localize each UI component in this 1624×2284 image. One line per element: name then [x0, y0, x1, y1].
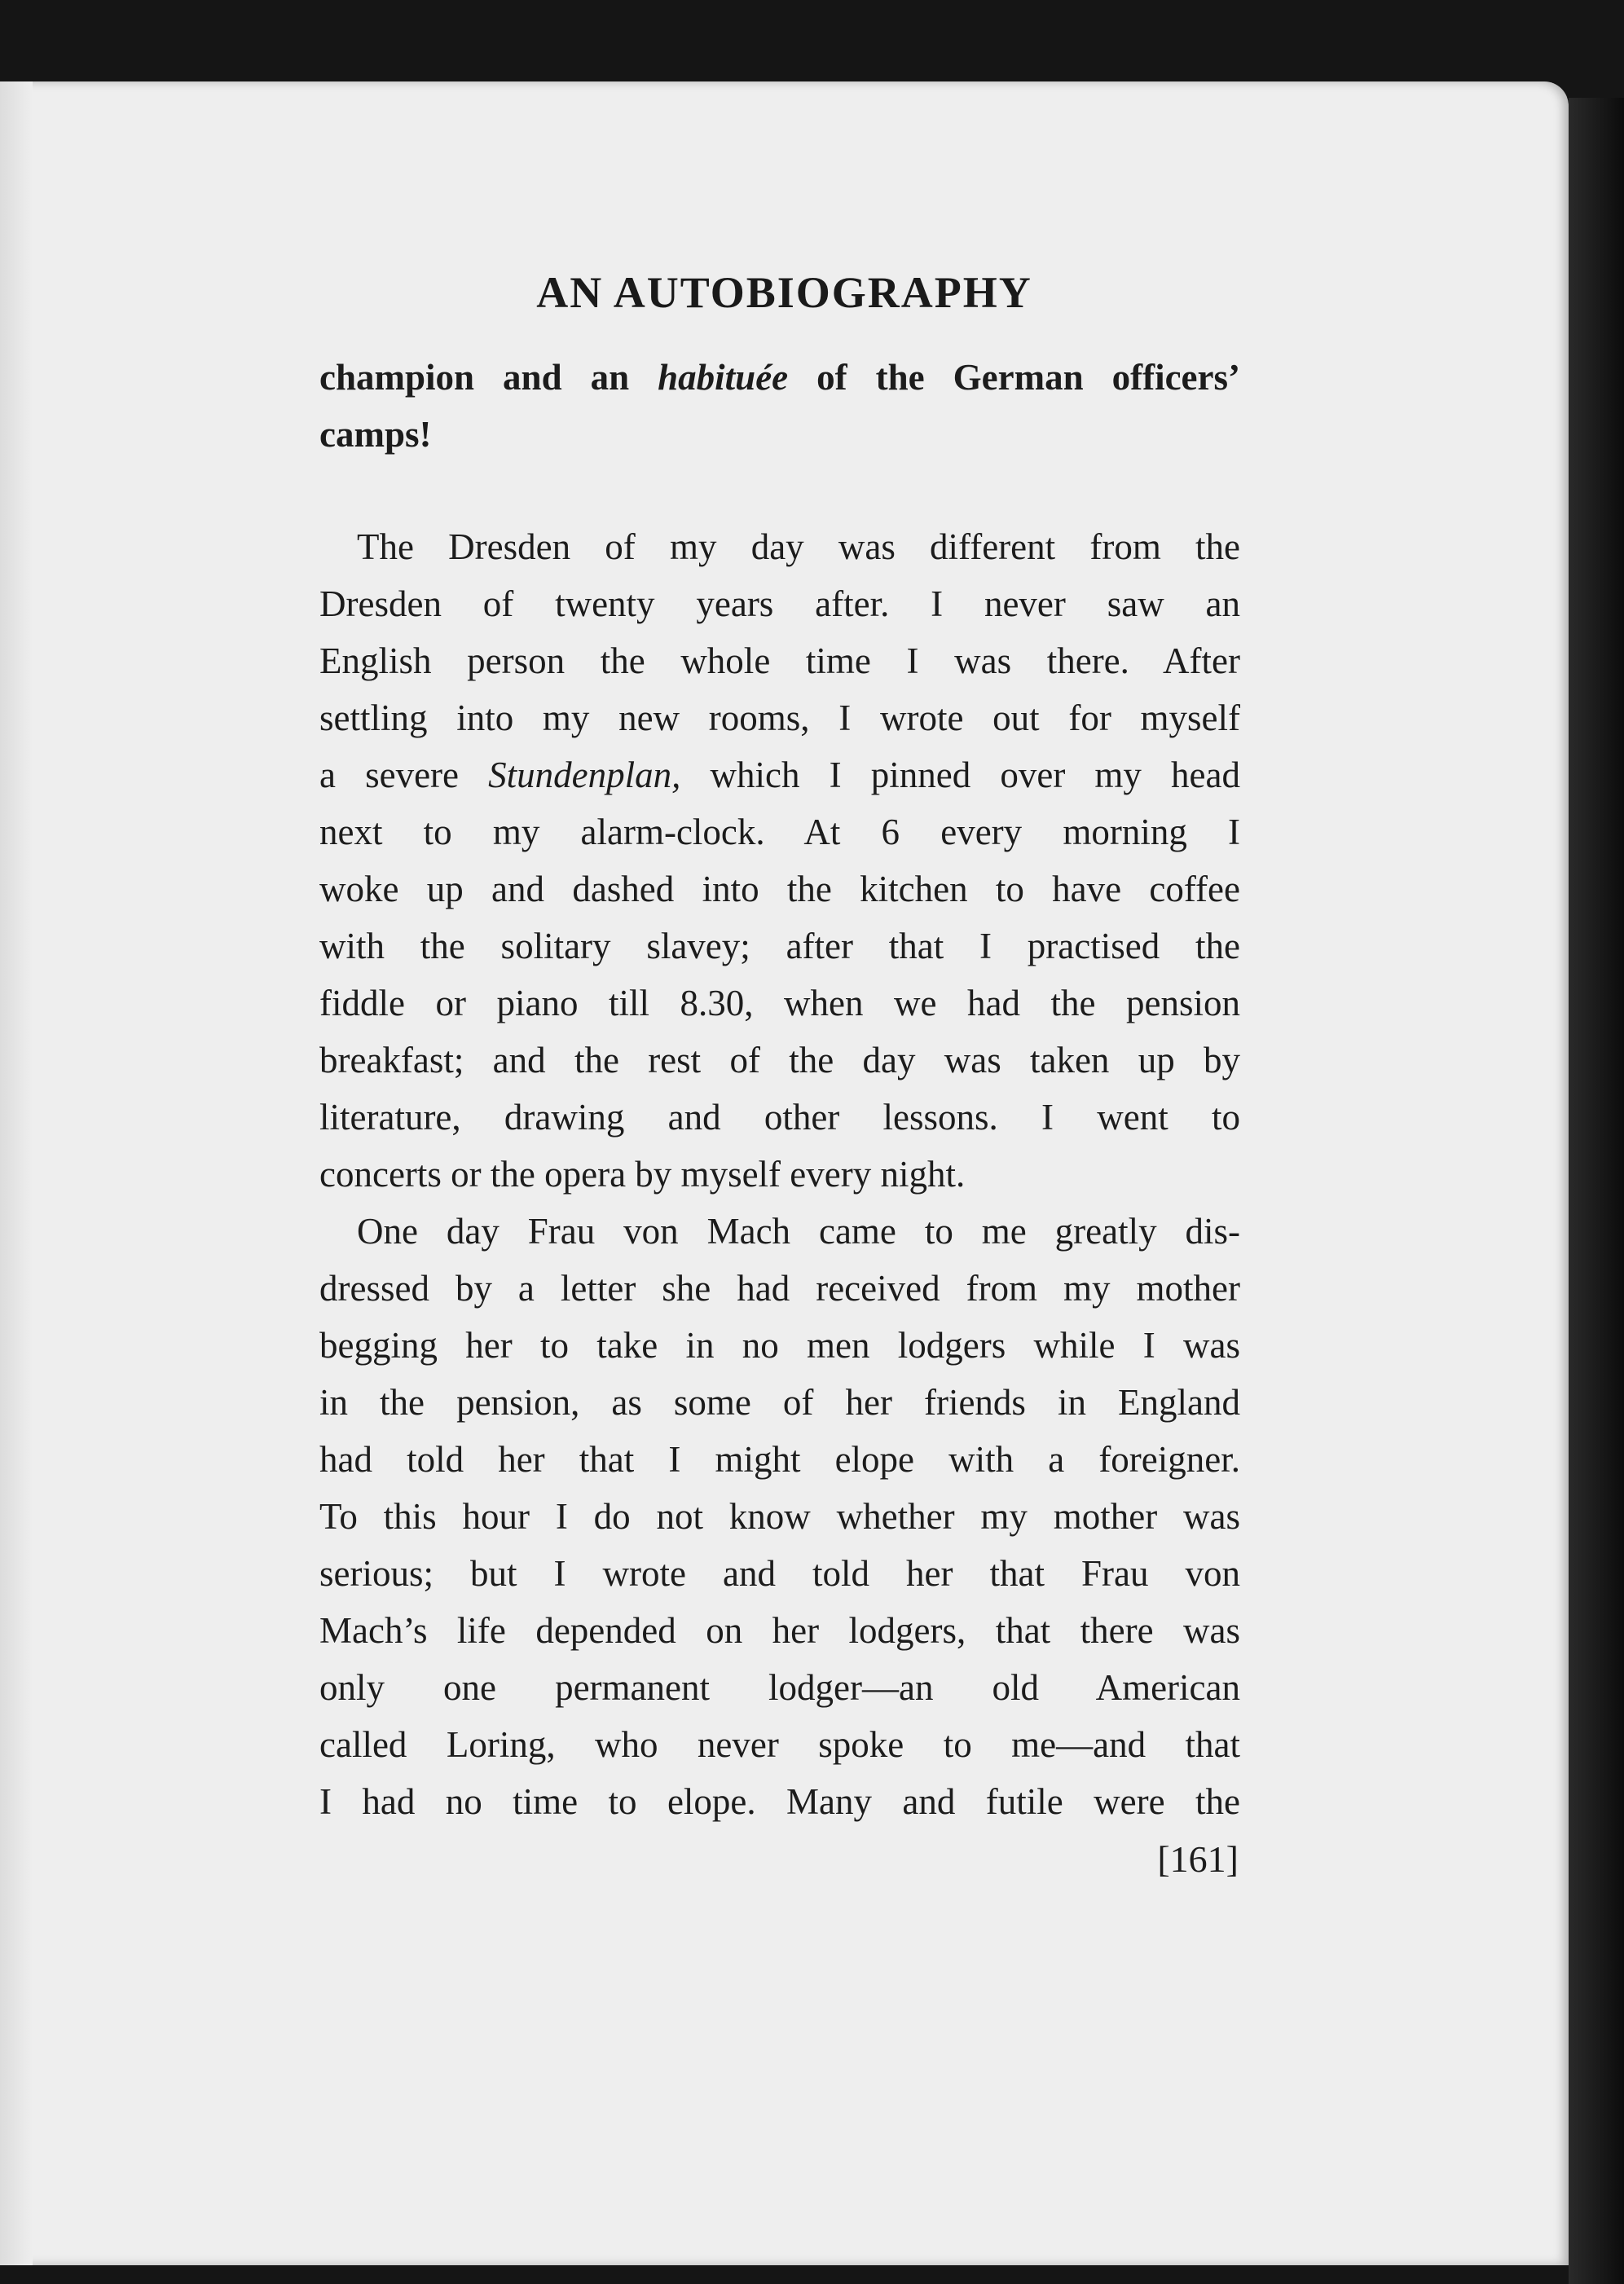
- page-edge: [1569, 98, 1624, 2284]
- page-gutter: [0, 81, 33, 2265]
- text-run: English person the whole time I was there. After: [319, 640, 1240, 681]
- text-run: champion and an: [319, 357, 658, 398]
- text-line: [319, 1264, 1240, 1313]
- text-run: I had no time to elope. Many and futile were the: [319, 1781, 1240, 1822]
- text-line: [319, 1036, 1240, 1085]
- text-run: habituée: [658, 357, 789, 398]
- text-line: [319, 808, 1240, 856]
- text-run: called Loring, who never spoke to me—and that: [319, 1724, 1240, 1765]
- text-run: begging her to take in no men lodgers while I was: [319, 1325, 1240, 1366]
- text-line: [319, 636, 1240, 685]
- text-line: [319, 1435, 1240, 1484]
- text-line: [319, 1549, 1240, 1598]
- text-line: [319, 1663, 1240, 1712]
- text-run: Mach’s life depended on her lodgers, that there was: [319, 1610, 1240, 1651]
- text-run: of the German officers’: [788, 357, 1240, 398]
- text-run: which I pinned over my head: [680, 755, 1241, 795]
- text-run: in the pension, as some of her friends in England: [319, 1382, 1240, 1423]
- text-line: [319, 1321, 1240, 1370]
- text-run: One day Frau von Mach came to me greatly dis-: [357, 1211, 1240, 1252]
- text-line: [319, 865, 1240, 913]
- text-run: serious; but I wrote and told her that Frau von: [319, 1553, 1240, 1594]
- text-line: [319, 579, 1240, 628]
- text-run: literature, drawing and other lessons. I went to: [319, 1097, 1240, 1138]
- text-run: concerts or the opera by myself every night.: [319, 1154, 966, 1195]
- text-run: had told her that I might elope with a foreigner.: [319, 1439, 1240, 1480]
- text-run: woke up and dashed into the kitchen to have coffee: [319, 869, 1240, 909]
- text-line: [319, 979, 1240, 1028]
- text-run: Stundenplan,: [488, 755, 681, 795]
- text-line: [319, 1150, 1240, 1199]
- text-run: only one permanent lodger—an old American: [319, 1667, 1240, 1708]
- text-run: Dresden of twenty years after. I never saw an: [319, 583, 1240, 624]
- text-line: [319, 922, 1240, 970]
- text-line: [319, 1492, 1240, 1541]
- text-line: [319, 1720, 1240, 1769]
- text-run: next to my alarm-clock. At 6 every morning I: [319, 812, 1240, 852]
- text-run: fiddle or piano till 8.30, when we had the pension: [319, 983, 1240, 1023]
- text-run: The Dresden of my day was different from the: [357, 526, 1240, 567]
- text-line: [357, 522, 1240, 571]
- text-line: [319, 1777, 1240, 1826]
- text-run: breakfast; and the rest of the day was taken up by: [319, 1040, 1240, 1080]
- text-line: [319, 693, 1240, 742]
- text-run: a severe: [319, 755, 489, 795]
- text-line: [319, 1378, 1240, 1427]
- text-line: [319, 750, 1240, 799]
- text-run: camps!: [319, 414, 432, 455]
- text-run: dressed by a letter she had received from my mother: [319, 1268, 1240, 1309]
- text-line: [357, 1207, 1240, 1256]
- text-run: settling into my new rooms, I wrote out for myself: [319, 698, 1240, 738]
- text-line: [319, 1093, 1240, 1142]
- page-number: [161]: [1157, 1838, 1239, 1880]
- text-run: with the solitary slavey; after that I practised the: [319, 926, 1240, 966]
- text-line: [319, 1606, 1240, 1655]
- text-line: [319, 410, 1240, 459]
- running-head: AN AUTOBIOGRAPHY: [536, 268, 1032, 317]
- text-line: [319, 353, 1240, 402]
- text-run: To this hour I do not know whether my mother was: [319, 1496, 1240, 1537]
